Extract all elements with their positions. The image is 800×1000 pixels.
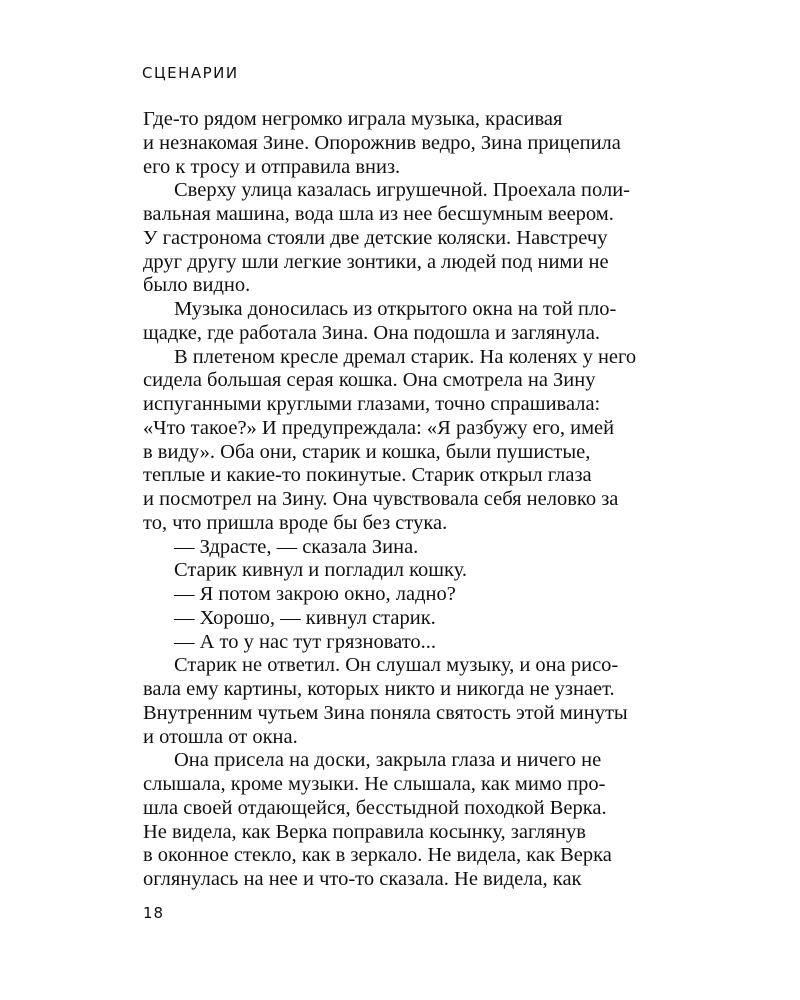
text-line: Музыка доносилась из открытого окна на той пло- xyxy=(174,298,617,320)
text-line: и посмотрел на Зину. Она чувствовала себя неловко за xyxy=(143,488,619,510)
text-line: в виду». Оба они, старик и кошка, были пушистые, xyxy=(143,440,591,463)
text-line: его к тросу и отправила вниз. xyxy=(143,155,401,178)
running-head: СЦЕНАРИИ xyxy=(142,64,239,82)
text-line: испуганными круглыми глазами, точно спрашивала: xyxy=(143,393,601,415)
text-line: Старик кивнул и погладил кошку. xyxy=(174,559,468,582)
text-line: оглянулась на нее и что-то сказала. Не видела, как xyxy=(143,868,582,890)
text-line: шла своей отдающейся, бесстыдной походкой Верка. xyxy=(143,796,607,819)
text-line: и незнакомая Зине. Опорожнив ведро, Зина прицепила xyxy=(143,131,621,154)
page-number: 18 xyxy=(143,904,165,922)
text-line: и отошла от окна. xyxy=(143,725,298,748)
text-line: было видно. xyxy=(143,274,251,297)
text-line: В плетеном кресле дремал старик. На коленях у него xyxy=(174,345,637,368)
text-line: — Здрасте, — сказала Зина. xyxy=(174,535,419,558)
text-line: друг другу шли легкие зонтики, а людей под ними не xyxy=(143,250,609,273)
text-line: У гастронома стояли две детские коляски. Навстречу xyxy=(143,226,608,249)
text-line: «Что такое?» И предупреждала: «Я разбужу его, имей xyxy=(143,416,615,439)
body-text xyxy=(143,108,711,892)
text-line: вальная машина, вода шла из нее бесшумным веером. xyxy=(143,203,614,225)
text-line: — А то у нас тут грязновато... xyxy=(174,630,437,653)
text-line: вала ему картины, которых никто и никогда не узнает. xyxy=(143,678,615,700)
text-line: сидела большая серая кошка. Она смотрела на Зину xyxy=(143,369,596,392)
text-line: щадке, где работала Зина. Она подошла и заглянула. xyxy=(143,321,601,344)
text-line: Старик не ответил. Он слушал музыку, и она рисо- xyxy=(174,654,619,677)
text-line: — Хорошо, — кивнул старик. xyxy=(174,606,436,629)
text-line: Не видела, как Верка поправила косынку, заглянув xyxy=(143,820,586,843)
text-line: то, что пришла вроде бы без стука. xyxy=(143,511,448,534)
text-line: в оконное стекло, как в зеркало. Не видела, как Верка xyxy=(143,844,612,867)
text-line: теплые и какие-то покинутые. Старик открыл глаза xyxy=(143,464,592,487)
text-line: Где-то рядом негромко играла музыка, красивая xyxy=(143,108,563,130)
text-line: Сверху улица казалась игрушечной. Проехала поли- xyxy=(174,179,631,202)
text-line: — Я потом закрою окно, ладно? xyxy=(174,583,456,605)
text-line: слышала, кроме музыки. Не слышала, как мимо про- xyxy=(143,773,606,795)
text-line: Она присела на доски, закрыла глаза и ничего не xyxy=(174,749,602,772)
text-line: Внутренним чутьем Зина поняла святость этой минуты xyxy=(143,701,628,724)
